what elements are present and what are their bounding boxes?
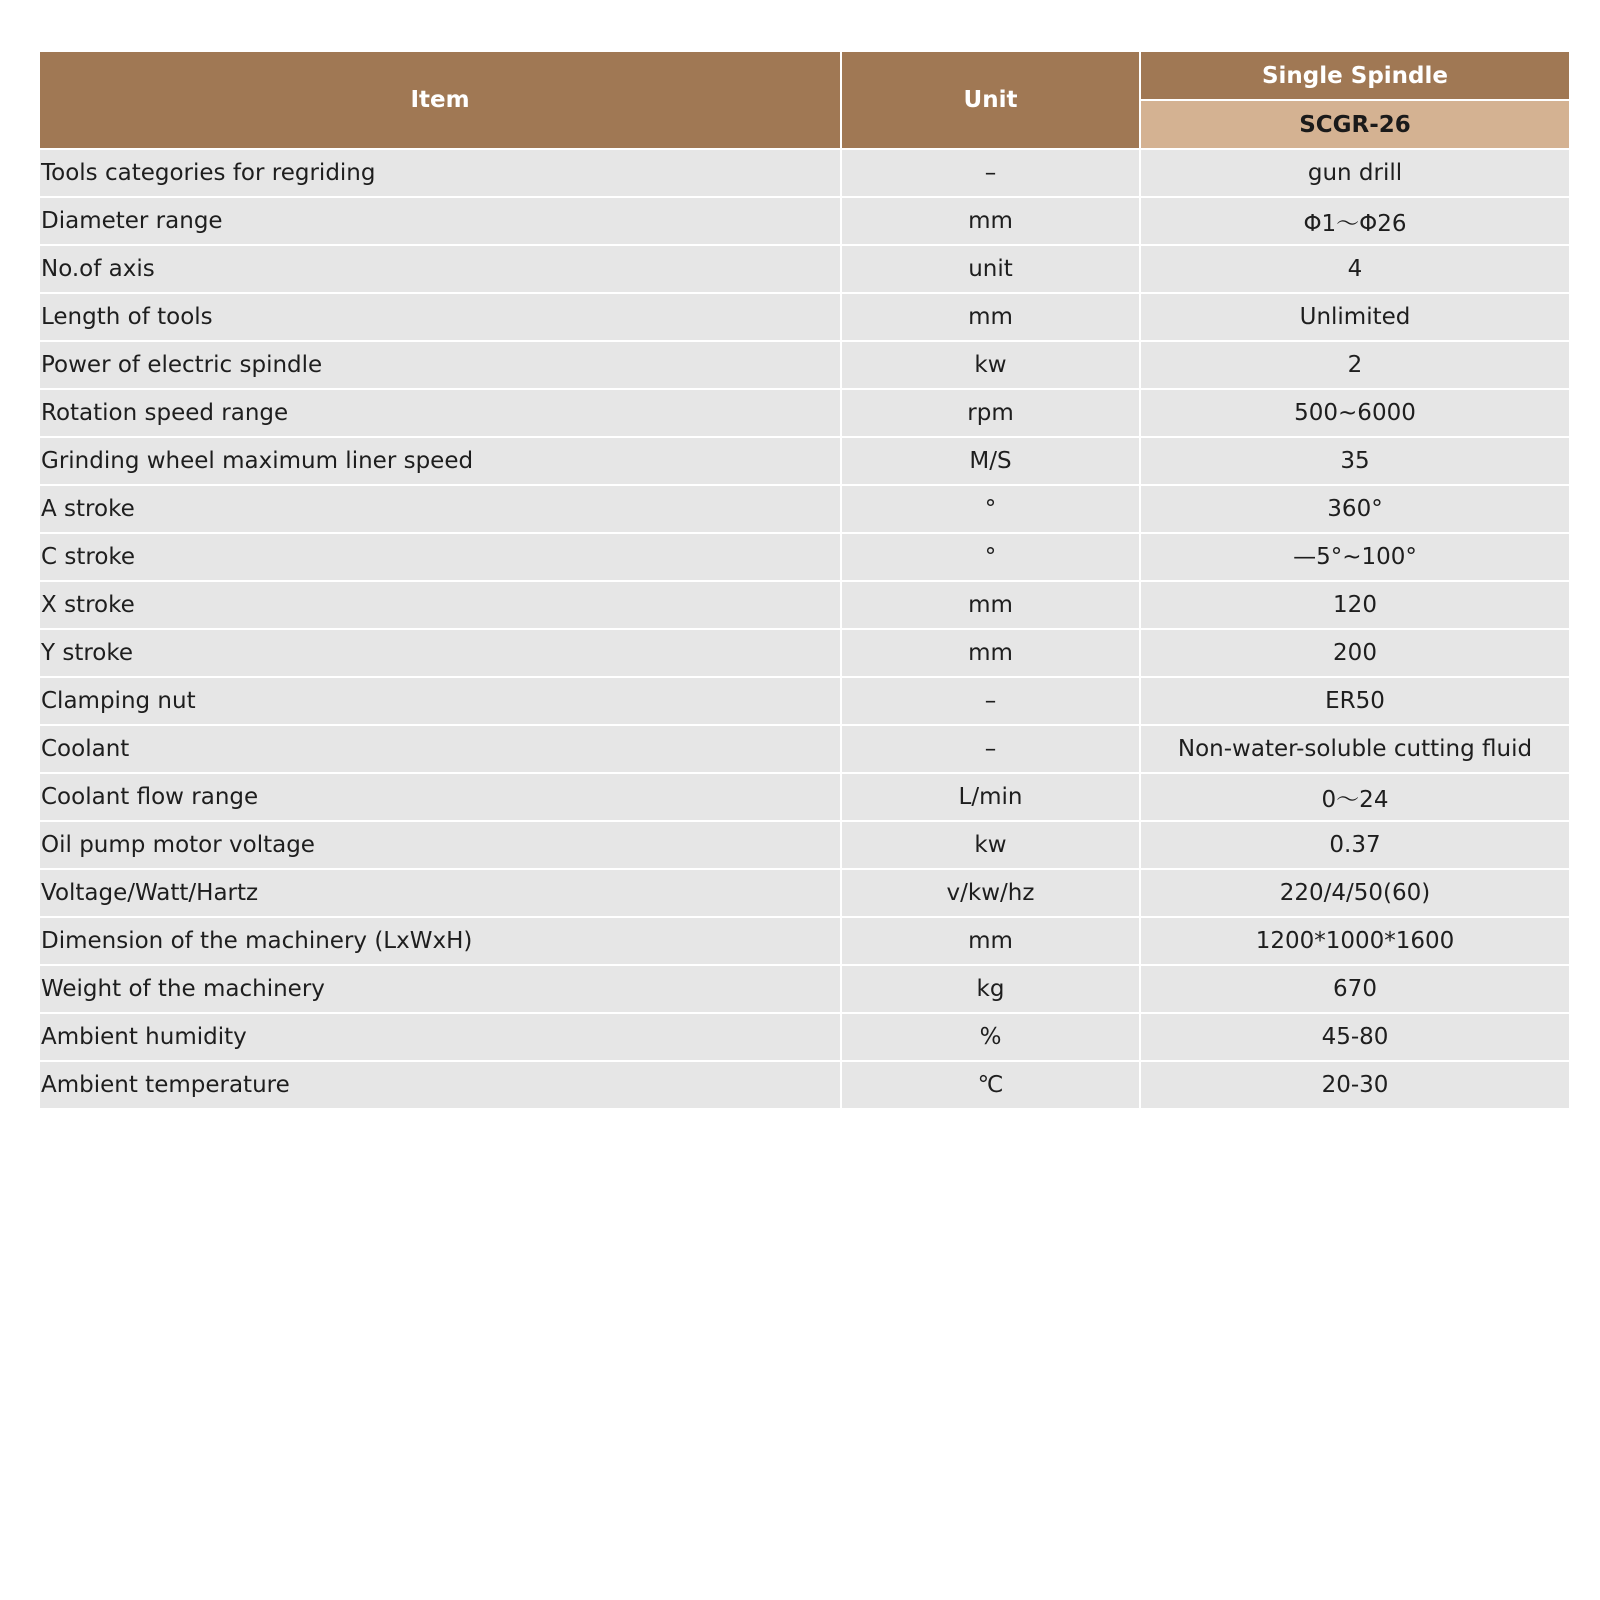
cell-value: 45-80: [1140, 1013, 1569, 1061]
cell-item: Dimension of the machinery (LxWxH): [40, 917, 841, 965]
cell-unit: mm: [841, 581, 1140, 629]
cell-value: 120: [1140, 581, 1569, 629]
cell-unit: –: [841, 725, 1140, 773]
header-group: Single Spindle: [1140, 52, 1569, 100]
cell-value: gun drill: [1140, 149, 1569, 197]
cell-value: 360°: [1140, 485, 1569, 533]
cell-item: Weight of the machinery: [40, 965, 841, 1013]
cell-item: Ambient humidity: [40, 1013, 841, 1061]
cell-item: Length of tools: [40, 293, 841, 341]
cell-item: Grinding wheel maximum liner speed: [40, 437, 841, 485]
cell-value: 20-30: [1140, 1061, 1569, 1108]
cell-unit: kg: [841, 965, 1140, 1013]
cell-unit: rpm: [841, 389, 1140, 437]
cell-value: Unlimited: [1140, 293, 1569, 341]
cell-value: 1200*1000*1600: [1140, 917, 1569, 965]
cell-item: Coolant: [40, 725, 841, 773]
cell-item: Tools categories for regriding: [40, 149, 841, 197]
cell-item: Power of electric spindle: [40, 341, 841, 389]
cell-value: ER50: [1140, 677, 1569, 725]
cell-item: X stroke: [40, 581, 841, 629]
cell-value: 220/4/50(60): [1140, 869, 1569, 917]
table-row: [40, 869, 1569, 917]
cell-item: Coolant flow range: [40, 773, 841, 821]
cell-unit: mm: [841, 629, 1140, 677]
table-row: [40, 1061, 1569, 1108]
table-row: [40, 773, 1569, 821]
cell-unit: mm: [841, 293, 1140, 341]
table-row: [40, 581, 1569, 629]
table-row: [40, 485, 1569, 533]
table-row: [40, 965, 1569, 1013]
table-row: [40, 677, 1569, 725]
table-body: [40, 149, 1569, 1108]
table-row: [40, 293, 1569, 341]
cell-unit: ℃: [841, 1061, 1140, 1108]
cell-item: Ambient temperature: [40, 1061, 841, 1108]
cell-unit: °: [841, 533, 1140, 581]
cell-unit: –: [841, 677, 1140, 725]
cell-value: 2: [1140, 341, 1569, 389]
cell-unit: –: [841, 149, 1140, 197]
cell-item: No.of axis: [40, 245, 841, 293]
table-row: [40, 245, 1569, 293]
cell-item: Y stroke: [40, 629, 841, 677]
cell-unit: mm: [841, 197, 1140, 245]
cell-value: 500~6000: [1140, 389, 1569, 437]
table-row: [40, 389, 1569, 437]
cell-value: 0.37: [1140, 821, 1569, 869]
cell-value: 0～24: [1140, 773, 1569, 821]
table-row: [40, 629, 1569, 677]
cell-unit: %: [841, 1013, 1140, 1061]
cell-value: —5°~100°: [1140, 533, 1569, 581]
cell-value: 670: [1140, 965, 1569, 1013]
table-row: [40, 917, 1569, 965]
cell-unit: kw: [841, 341, 1140, 389]
cell-value: 35: [1140, 437, 1569, 485]
table-row: [40, 533, 1569, 581]
table-row: [40, 341, 1569, 389]
cell-value: Φ1～Φ26: [1140, 197, 1569, 245]
cell-item: Diameter range: [40, 197, 841, 245]
table-header: [40, 52, 1569, 149]
table-row: [40, 197, 1569, 245]
cell-item: C stroke: [40, 533, 841, 581]
cell-unit: °: [841, 485, 1140, 533]
cell-value: 200: [1140, 629, 1569, 677]
cell-value: 4: [1140, 245, 1569, 293]
header-model: SCGR-26: [1140, 100, 1569, 149]
cell-item: Voltage/Watt/Hartz: [40, 869, 841, 917]
cell-unit: v/kw/hz: [841, 869, 1140, 917]
spec-table: [40, 52, 1569, 1108]
cell-value: Non-water-soluble cutting fluid: [1140, 725, 1569, 773]
cell-item: Rotation speed range: [40, 389, 841, 437]
table-row: [40, 1013, 1569, 1061]
cell-unit: unit: [841, 245, 1140, 293]
cell-unit: mm: [841, 917, 1140, 965]
header-item: Item: [40, 52, 841, 149]
table-row: [40, 725, 1569, 773]
table-row: [40, 149, 1569, 197]
header-unit: Unit: [841, 52, 1140, 149]
table-row: [40, 437, 1569, 485]
table-row: [40, 821, 1569, 869]
cell-item: Clamping nut: [40, 677, 841, 725]
cell-item: A stroke: [40, 485, 841, 533]
cell-unit: L/min: [841, 773, 1140, 821]
cell-unit: M/S: [841, 437, 1140, 485]
cell-unit: kw: [841, 821, 1140, 869]
cell-item: Oil pump motor voltage: [40, 821, 841, 869]
